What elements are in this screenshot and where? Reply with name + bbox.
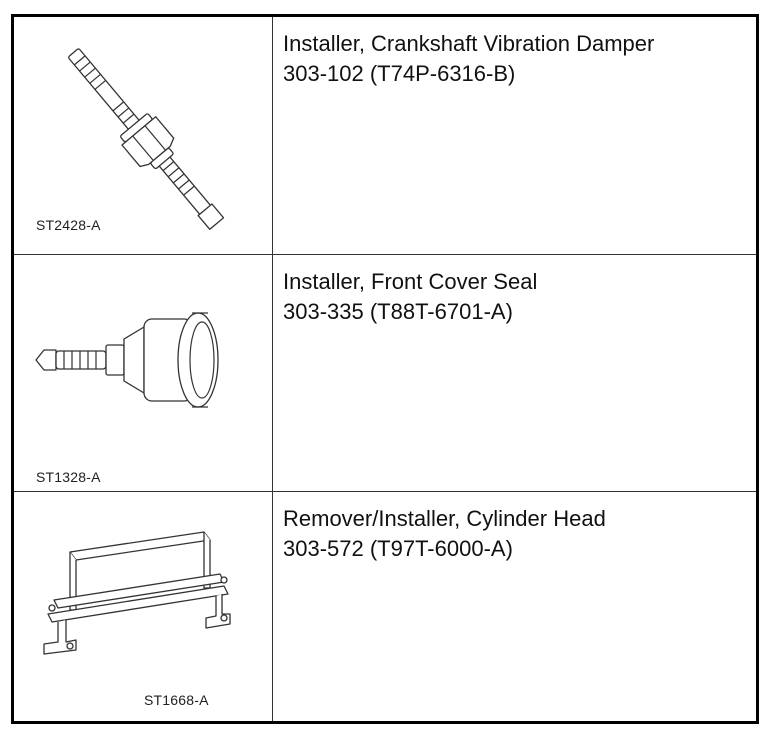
tool-name: Installer, Crankshaft Vibration Damper: [283, 31, 655, 56]
tool-description-cell: [273, 17, 756, 254]
tool-image-cell: [14, 255, 273, 491]
cylinder-head-bracket-icon: [14, 492, 273, 721]
tool-number: 303-102 (T74P-6316-B): [283, 61, 516, 86]
tool-description-cell: [273, 255, 756, 491]
tool-row: [14, 492, 756, 721]
tool-row: [14, 17, 756, 255]
tool-name: Installer, Front Cover Seal: [283, 269, 538, 294]
tool-number: 303-335 (T88T-6701-A): [283, 299, 513, 324]
special-tools-table: [11, 14, 759, 724]
image-code: ST1328-A: [36, 469, 101, 485]
seal-installer-icon: [14, 255, 273, 492]
image-code: ST2428-A: [36, 217, 101, 233]
tool-row: [14, 255, 756, 492]
tool-name: Remover/Installer, Cylinder Head: [283, 506, 606, 531]
tool-number: 303-572 (T97T-6000-A): [283, 536, 513, 561]
tool-description-cell: [273, 492, 756, 721]
tool-image-cell: [14, 492, 273, 721]
tool-image-cell: [14, 17, 273, 254]
image-code: ST1668-A: [144, 692, 209, 708]
